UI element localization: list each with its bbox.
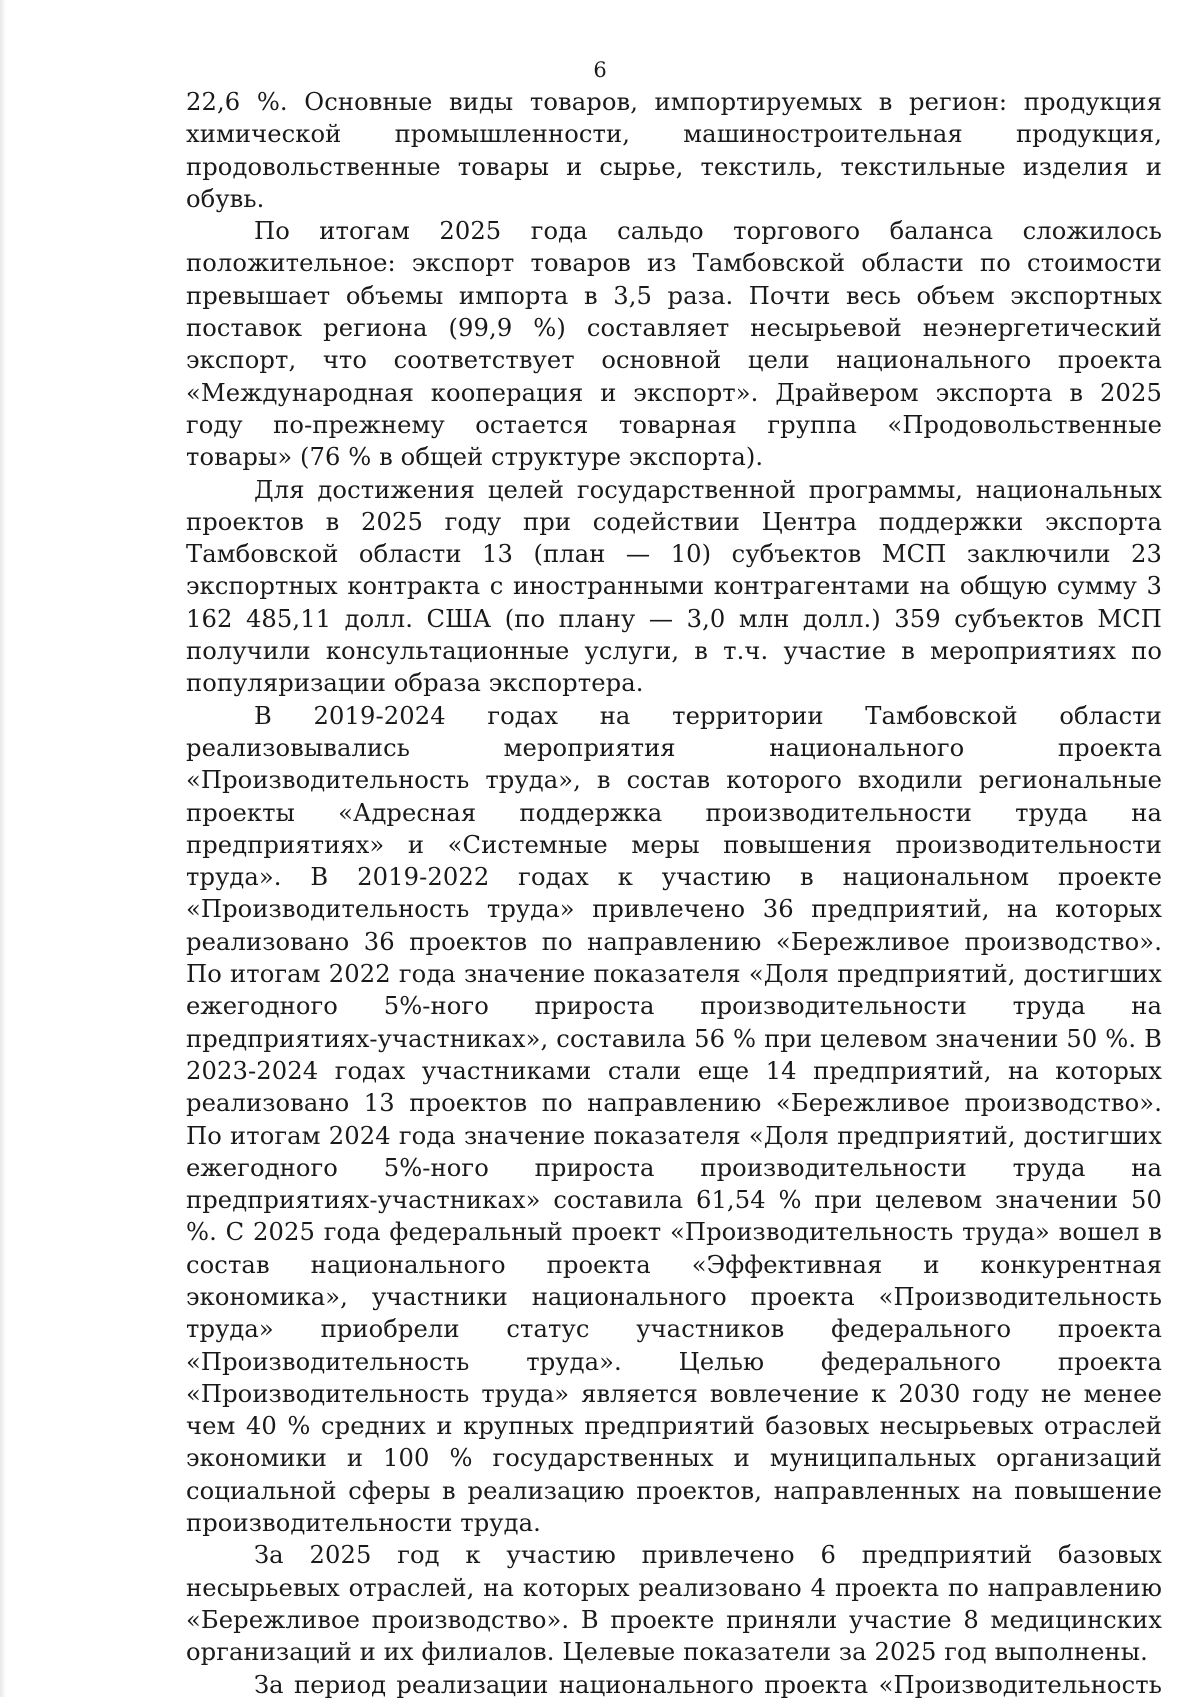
page-body bbox=[186, 86, 1162, 1701]
paragraph-import-goods: 22,6 %. Основные виды товаров, импортируемых в регион: продукция химической промышленности, машиностроительная продукция, продовольственные товары и сырье, текстиль, текстильные изделия и обувь. bbox=[186, 88, 1162, 213]
paragraph-2025-participation: За 2025 год к участию привлечено 6 предприятий базовых несырьевых отраслей, на которых реализовано 4 проекта по направлению «Бережливое производство». В проекте приняли участие 8 медицинских организаций и их филиалов. Целевые показатели за 2025 год выполнены. bbox=[186, 1541, 1162, 1667]
page-number: 6 bbox=[593, 58, 607, 82]
paragraph-trade-balance: По итогам 2025 года сальдо торгового баланса сложилось положительное: экспорт товаров из Тамбовской области по стоимости превышает объемы импорта в 3,5 раза. Почти весь объем экспортных поставок региона (99,9 %) составляет несырьевой неэнергетический экспорт, что соответствует основной цели национального проекта «Международная кооперация и экспорт». Драйвером экспорта в 2025 году по-прежнему остается товарная группа «Продовольственные товары» (76 % в общей структуре экспорта). bbox=[186, 217, 1162, 472]
paragraph-labor-productivity: В 2019-2024 годах на территории Тамбовской области реализовывались мероприятия национального проекта «Производительность труда», в состав которого входили региональные проекты «Адресная поддержка производительности труда на предприятиях» и «Системные меры повышения производительности труда». В 2019-2022 годах к участию в национальном проекте «Производительность труда» привлечено 36 предприятий, на которых реализовано 36 проектов по направлению «Бережливое производство». По итогам 2022 года значение показателя «Доля предприятий, достигших ежегодного 5%-ного прироста производительности труда на предприятиях-участниках», составила 56 % при целевом значении 50 %. В 2023-2024 годах участниками стали еще 14 предприятий, на которых реализовано 13 проектов по направлению «Бережливое производство». По итогам 2024 года значение показателя «Доля предприятий, достигших ежегодного 5%-ного прироста производительности труда на предприятиях-участниках» составила 61,54 % при целевом значении 50 %. С 2025 года федеральный проект «Производительность труда» вошел в состав национального проекта «Эффективная и конкурентная экономика», участники национального проекта «Производительность труда» приобрели статус участников федерального проекта «Производительность труда». Целью федерального проекта «Производительность труда» является вовлечение к 2030 году не менее чем 40 % средних и крупных предприятий базовых несырьевых отраслей экономики и 100 % государственных и муниципальных организаций социальной сферы в реализацию проектов, направленных на повышение производительности труда. bbox=[186, 701, 1162, 1538]
scan-edge bbox=[0, 0, 6, 1697]
paragraph-export-support: Для достижения целей государственной программы, национальных проектов в 2025 году при содействии Центра поддержки экспорта Тамбовской области 13 (план — 10) субъектов МСП заключили 23 экспортных контракта с иностранными контрагентами на общую сумму 3 162 485,11 долл. США (по плану — 3,0 млн долл.) 359 субъектов МСП получили консультационные услуги, в т.ч. участие в мероприятиях по популяризации образа экспортера. bbox=[186, 475, 1162, 698]
paragraph-implementation-period: За период реализации национального проекта «Производительность bbox=[254, 1670, 1162, 1699]
